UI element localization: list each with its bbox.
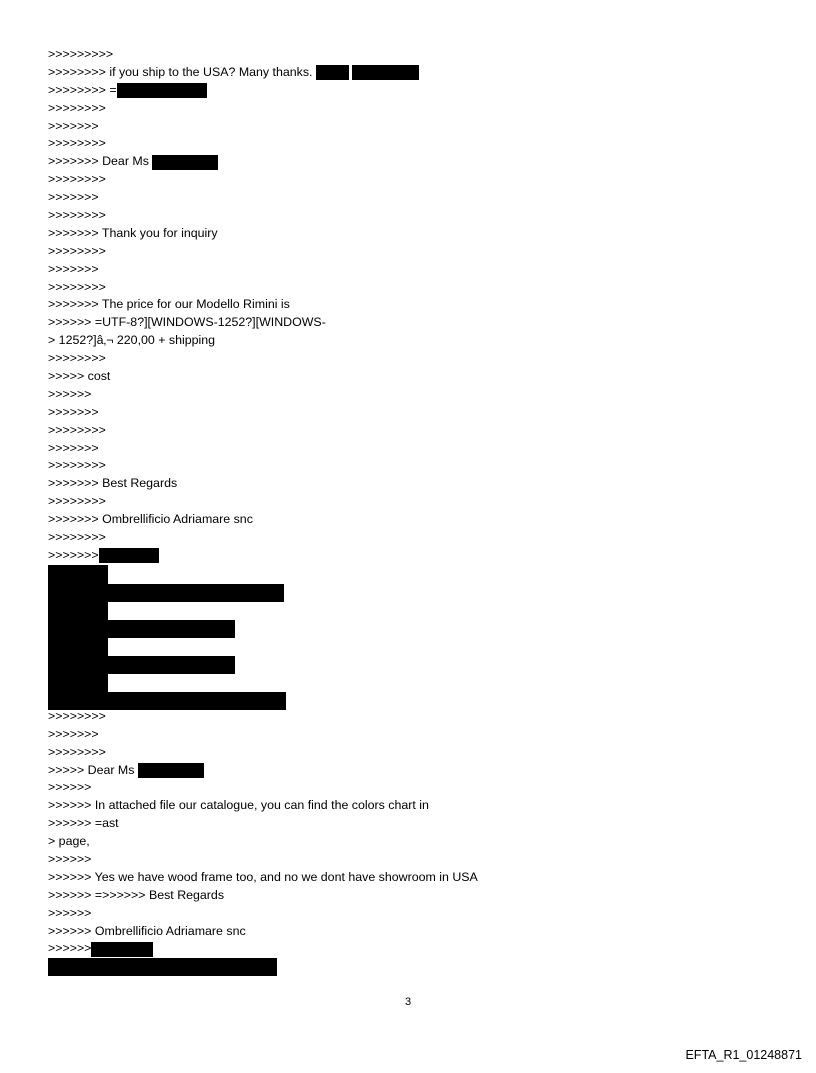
- quote-line: >>>>>>>: [48, 190, 99, 205]
- quote-line: >>>>>>>: [48, 118, 99, 133]
- quote-line: >>>>>> =>>>>>> Best Regards: [48, 887, 225, 902]
- quote-line: >>>>>>> Thank you for inquiry: [48, 225, 218, 240]
- redaction-box: [316, 65, 349, 80]
- redaction-box: [91, 942, 153, 957]
- quote-line: >>>>>> Yes we have wood frame too, and no we dont have showroom in USA: [48, 869, 478, 884]
- email-quote-body: [48, 46, 768, 976]
- quote-line: >>>>>>>: [48, 404, 99, 419]
- quote-line: > page,: [48, 834, 90, 849]
- quote-line: >>>>>>: [48, 940, 768, 958]
- redaction-box: [48, 602, 108, 620]
- quote-line: >>>>>>: [48, 905, 92, 920]
- quote-line: >>>>>> =ast: [48, 816, 119, 831]
- quote-line: >>>>>>>>>: [48, 47, 114, 61]
- quote-line: >>>>>>>> if you ship to the USA? Many thanks.: [48, 64, 768, 82]
- quote-line: >>>>>>>: [48, 547, 768, 565]
- quote-line: >>>>> cost: [48, 369, 111, 384]
- quote-line: >>>>>>: [48, 386, 92, 401]
- quote-line: >>>>>>>>: [48, 136, 106, 151]
- quote-line: >>>>>> =UTF-8?][WINDOWS-1252?][WINDOWS-: [48, 315, 326, 330]
- redaction-box: [352, 65, 419, 80]
- quote-line: >>>>>>>>: [48, 172, 106, 187]
- redacted-signature-block: [48, 565, 768, 708]
- quote-line: >>>>>>>>: [48, 100, 106, 115]
- quote-line: >>>>>>>> =: [48, 82, 768, 100]
- redaction-box: [117, 83, 207, 98]
- quote-line: >>>>>>> Dear Ms: [48, 153, 768, 171]
- document-id: EFTA_R1_01248871: [685, 1048, 802, 1062]
- quote-line: >>>>> Dear Ms: [48, 762, 768, 780]
- redaction-box: [48, 584, 284, 602]
- quote-line: >>>>>>>>: [48, 530, 106, 545]
- quote-line: >>>>>>>>: [48, 351, 106, 366]
- quote-line: >>>>>>: [48, 851, 92, 866]
- quote-line: >>>>>>> The price for our Modello Rimini is: [48, 297, 290, 312]
- redaction-box: [48, 656, 235, 674]
- page-number: 3: [404, 996, 412, 1008]
- quote-line: >>>>>> Ombrellificio Adriamare snc: [48, 923, 246, 938]
- quote-line: >>>>>>> Best Regards: [48, 476, 178, 491]
- quote-line: >>>>>>> Ombrellificio Adriamare snc: [48, 512, 253, 527]
- redaction-box: [138, 763, 204, 778]
- quote-line: >>>>>>>>: [48, 494, 106, 509]
- redaction-box: [152, 155, 218, 170]
- redaction-box: [48, 958, 277, 976]
- redaction-box: [48, 674, 108, 692]
- quote-line: >>>>>>>: [48, 726, 99, 741]
- quote-line: >>>>>>>: [48, 261, 99, 276]
- quote-line: >>>>>>>>: [48, 243, 106, 258]
- redaction-box: [99, 548, 159, 563]
- quote-line: >>>>>>>>: [48, 708, 106, 723]
- quote-line: > 1252?]â‚¬ 220,00 + shipping: [48, 333, 216, 348]
- quote-line: >>>>>>>>: [48, 279, 106, 294]
- redaction-box: [48, 565, 108, 584]
- quote-line: >>>>>> In attached file our catalogue, you can find the colors chart in: [48, 798, 429, 813]
- redaction-box: [48, 620, 235, 638]
- quote-line: >>>>>>>>: [48, 208, 106, 223]
- quote-line: >>>>>>>>: [48, 458, 106, 473]
- quote-line: >>>>>>>>: [48, 744, 106, 759]
- quote-line: >>>>>>>: [48, 440, 99, 455]
- redaction-box: [48, 638, 108, 656]
- quote-line: >>>>>>: [48, 780, 92, 795]
- quote-line: >>>>>>>>: [48, 422, 106, 437]
